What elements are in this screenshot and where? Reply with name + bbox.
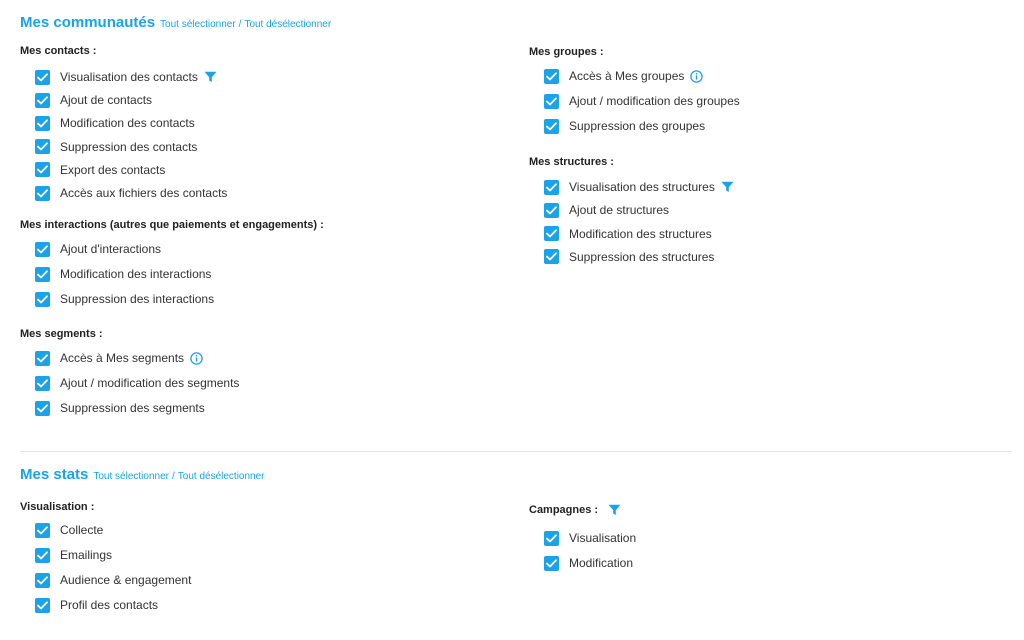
checkbox-label[interactable]: Profil des contacts <box>60 598 159 612</box>
select-all-link[interactable]: Tout sélectionner <box>160 19 236 30</box>
checkbox-label[interactable]: Accès à Mes groupes <box>569 69 685 83</box>
checkbox[interactable] <box>35 70 50 85</box>
checkbox-label[interactable]: Accès aux fichiers des contacts <box>60 186 228 200</box>
group-label-visualisation: Visualisation : <box>20 501 95 513</box>
checkbox[interactable] <box>544 249 559 264</box>
checkbox-label[interactable]: Ajout / modification des segments <box>60 376 240 390</box>
checkbox[interactable] <box>35 523 50 538</box>
checkbox-item-groupes[interactable] <box>544 67 703 85</box>
group-label-groupes: Mes groupes : <box>529 46 604 58</box>
checkbox-item-segments[interactable] <box>35 349 203 367</box>
checkbox-label[interactable]: Modification des interactions <box>60 267 212 281</box>
checkbox-item-interactions[interactable] <box>35 290 214 308</box>
checkbox-item-campagnes[interactable] <box>544 554 633 572</box>
group-label-contacts: Mes contacts : <box>20 45 97 57</box>
checkbox[interactable] <box>544 180 559 195</box>
checkbox-label[interactable]: Modification des structures <box>569 226 712 241</box>
checkbox-label[interactable]: Visualisation des contacts <box>60 70 198 84</box>
checkbox[interactable] <box>35 573 50 588</box>
checkbox-label[interactable]: Export des contacts <box>60 162 166 177</box>
checkbox[interactable] <box>35 162 50 177</box>
checkbox-item-groupes[interactable] <box>544 117 705 135</box>
checkbox-item-structures[interactable] <box>544 201 669 219</box>
checkbox-item-contacts[interactable] <box>35 91 152 109</box>
checkbox-label[interactable]: Suppression des contacts <box>60 139 198 154</box>
select-links <box>160 19 331 30</box>
checkbox-label[interactable]: Collecte <box>60 523 104 537</box>
checkbox-label[interactable]: Modification <box>569 556 634 570</box>
checkbox[interactable] <box>544 226 559 241</box>
checkbox[interactable] <box>35 186 50 201</box>
checkbox-label[interactable]: Visualisation des structures <box>569 180 715 194</box>
group-label-segments: Mes segments : <box>20 328 103 340</box>
checkbox-label[interactable]: Suppression des segments <box>60 401 205 415</box>
checkbox-item-interactions[interactable] <box>35 240 161 258</box>
section-divider <box>20 451 1012 452</box>
checkbox[interactable] <box>35 548 50 563</box>
checkbox[interactable] <box>35 351 50 366</box>
select-links <box>93 471 264 482</box>
checkbox[interactable] <box>35 139 50 154</box>
checkbox-item-contacts[interactable] <box>35 184 227 202</box>
checkbox[interactable] <box>35 93 50 108</box>
checkbox-label[interactable]: Ajout / modification des groupes <box>569 94 740 108</box>
checkbox-label[interactable]: Suppression des groupes <box>569 119 706 133</box>
info-icon[interactable] <box>690 70 703 83</box>
checkbox-label[interactable]: Ajout de structures <box>569 203 670 218</box>
checkbox-label[interactable]: Accès à Mes segments <box>60 351 185 365</box>
group-label-interactions: Mes interactions (autres que paiements et engagements) : <box>20 219 324 231</box>
group-label-campagnes <box>529 504 621 516</box>
checkbox-item-contacts[interactable] <box>35 138 197 156</box>
checkbox-item-visualisation[interactable] <box>35 596 158 614</box>
checkbox-item-structures[interactable] <box>544 178 734 196</box>
checkbox-label[interactable]: Modification des contacts <box>60 116 195 131</box>
link-separator: / <box>171 471 175 482</box>
checkbox[interactable] <box>35 401 50 416</box>
checkbox-item-contacts[interactable] <box>35 68 217 86</box>
checkbox-item-visualisation[interactable] <box>35 521 103 539</box>
checkbox-item-contacts[interactable] <box>35 114 195 132</box>
deselect-all-link[interactable]: Tout désélectionner <box>177 471 265 482</box>
checkbox[interactable] <box>35 598 50 613</box>
checkbox[interactable] <box>544 69 559 84</box>
checkbox-label[interactable]: Suppression des interactions <box>60 292 215 306</box>
checkbox-item-groupes[interactable] <box>544 92 740 110</box>
checkbox-item-visualisation[interactable] <box>35 571 191 589</box>
campagnes-label-text: Campagnes : <box>529 504 599 516</box>
checkbox[interactable] <box>35 116 50 131</box>
section-heading: Mes communautés <box>20 14 156 31</box>
checkbox[interactable] <box>35 242 50 257</box>
section-heading: Mes stats <box>20 466 89 483</box>
section-title-stats <box>20 466 265 483</box>
checkbox-label[interactable]: Audience & engagement <box>60 573 192 587</box>
checkbox-label[interactable]: Emailings <box>60 548 113 562</box>
checkbox-label[interactable]: Ajout d'interactions <box>60 242 162 256</box>
checkbox-item-segments[interactable] <box>35 399 205 417</box>
checkbox[interactable] <box>544 203 559 218</box>
checkbox[interactable] <box>35 292 50 307</box>
checkbox-item-contacts[interactable] <box>35 161 165 179</box>
checkbox[interactable] <box>544 119 559 134</box>
checkbox-item-segments[interactable] <box>35 374 239 392</box>
checkbox-label[interactable]: Ajout de contacts <box>60 93 153 108</box>
checkbox-item-interactions[interactable] <box>35 265 211 283</box>
info-icon[interactable] <box>190 352 203 365</box>
select-all-link[interactable]: Tout sélectionner <box>93 471 169 482</box>
checkbox-label[interactable]: Suppression des structures <box>569 249 715 264</box>
checkbox[interactable] <box>35 267 50 282</box>
filter-icon[interactable] <box>608 504 621 516</box>
link-separator: / <box>238 19 242 30</box>
checkbox[interactable] <box>35 376 50 391</box>
checkbox[interactable] <box>544 531 559 546</box>
checkbox-item-visualisation[interactable] <box>35 546 112 564</box>
filter-icon[interactable] <box>204 71 217 83</box>
checkbox-label[interactable]: Visualisation <box>569 531 637 545</box>
checkbox-item-structures[interactable] <box>544 248 714 266</box>
deselect-all-link[interactable]: Tout désélectionner <box>244 19 332 30</box>
checkbox[interactable] <box>544 556 559 571</box>
checkbox[interactable] <box>544 94 559 109</box>
filter-icon[interactable] <box>721 181 734 193</box>
checkbox-item-campagnes[interactable] <box>544 529 636 547</box>
section-title-communautes <box>20 14 331 31</box>
checkbox-item-structures[interactable] <box>544 225 712 243</box>
group-label-structures: Mes structures : <box>529 156 614 168</box>
